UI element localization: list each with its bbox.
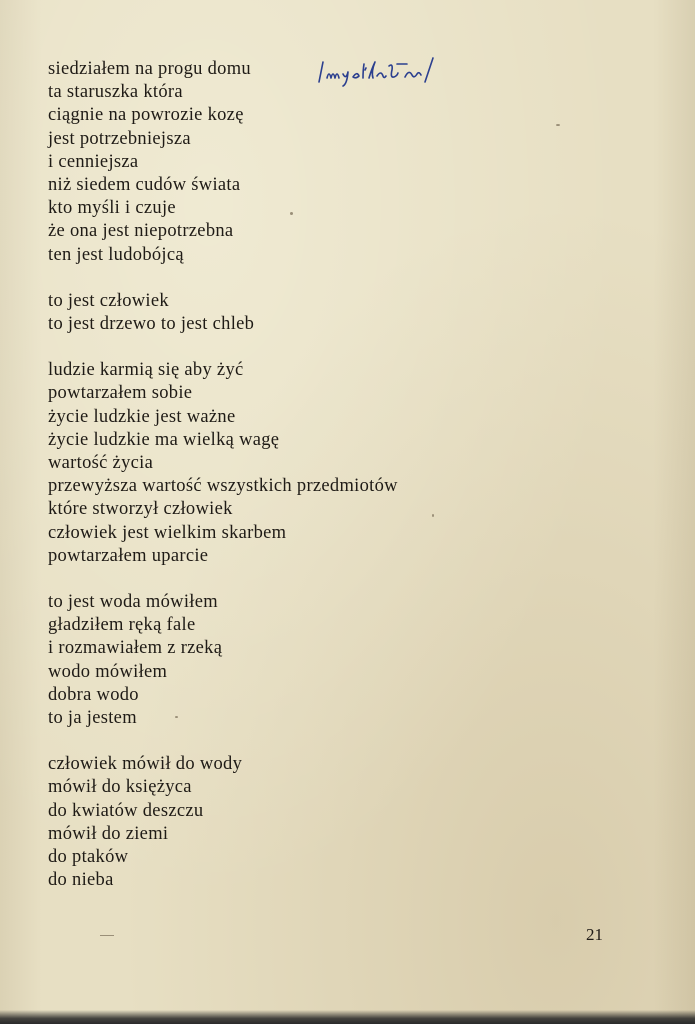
poem-line: i cenniejsza — [48, 151, 139, 172]
poem-line: siedziałem na progu domu — [48, 59, 251, 79]
poem-line: dobra wodo — [48, 684, 139, 705]
stanza-3 — [48, 359, 648, 568]
page-number: 21 — [586, 925, 603, 944]
poem-line: ciągnie na powrozie kozę — [48, 105, 244, 126]
stanza-5 — [48, 753, 648, 892]
poem-line: mówił do ziemi — [48, 823, 169, 844]
poem-line: to jest człowiek — [48, 290, 169, 311]
poem-line: które stworzył człowiek — [48, 499, 233, 520]
poem-line: do ptaków — [48, 847, 129, 868]
paper-speck — [100, 935, 114, 936]
poem-line: to jest woda mówiłem — [48, 592, 218, 613]
poem-line: do kwiatów deszczu — [48, 800, 204, 821]
stanza-2 — [48, 290, 648, 336]
poem-line: życie ludzkie ma wielką wagę — [48, 429, 280, 450]
poem-line: powtarzałem sobie — [48, 383, 193, 404]
poem-line: gładziłem ręką fale — [48, 615, 196, 636]
paper-speck — [432, 514, 434, 517]
poem-line: powtarzałem uparcie — [48, 545, 209, 566]
poem-line: kto myśli i czuje — [48, 198, 176, 219]
paper-speck — [175, 716, 178, 718]
poem-line: jest potrzebniejsza — [48, 128, 191, 149]
poem-line: przewyższa wartość wszystkich przedmiotów — [48, 476, 398, 497]
paper-speck — [290, 212, 293, 215]
poem-line: ludzie karmią się aby żyć — [48, 360, 244, 381]
stanza-4 — [48, 591, 648, 730]
poem-line: to jest drzewo to jest chleb — [48, 314, 255, 335]
poem-line: że ona jest niepotrzebna — [48, 221, 234, 242]
poem-line: niż siedem cudów świata — [48, 175, 241, 196]
poem-line: wartość życia — [48, 453, 154, 474]
poem-line: mówił do księżyca — [48, 777, 192, 798]
poem-line: człowiek mówił do wody — [48, 754, 243, 775]
paper-speck — [556, 124, 560, 126]
poem-line: ten jest ludobójcą — [48, 244, 184, 265]
page-bottom-shadow — [0, 1010, 695, 1024]
handwritten-annotation — [313, 52, 443, 92]
poem-line: i rozmawiałem z rzeką — [48, 638, 223, 659]
poem-line: wodo mówiłem — [48, 661, 168, 682]
poem-line: ta staruszka która — [48, 82, 183, 103]
poem-line: do nieba — [48, 870, 114, 891]
poem-line: życie ludzkie jest ważne — [48, 406, 236, 427]
poem-line: to ja jestem — [48, 708, 137, 729]
poem-line: człowiek jest wielkim skarbem — [48, 522, 287, 543]
poem-text — [48, 58, 648, 916]
